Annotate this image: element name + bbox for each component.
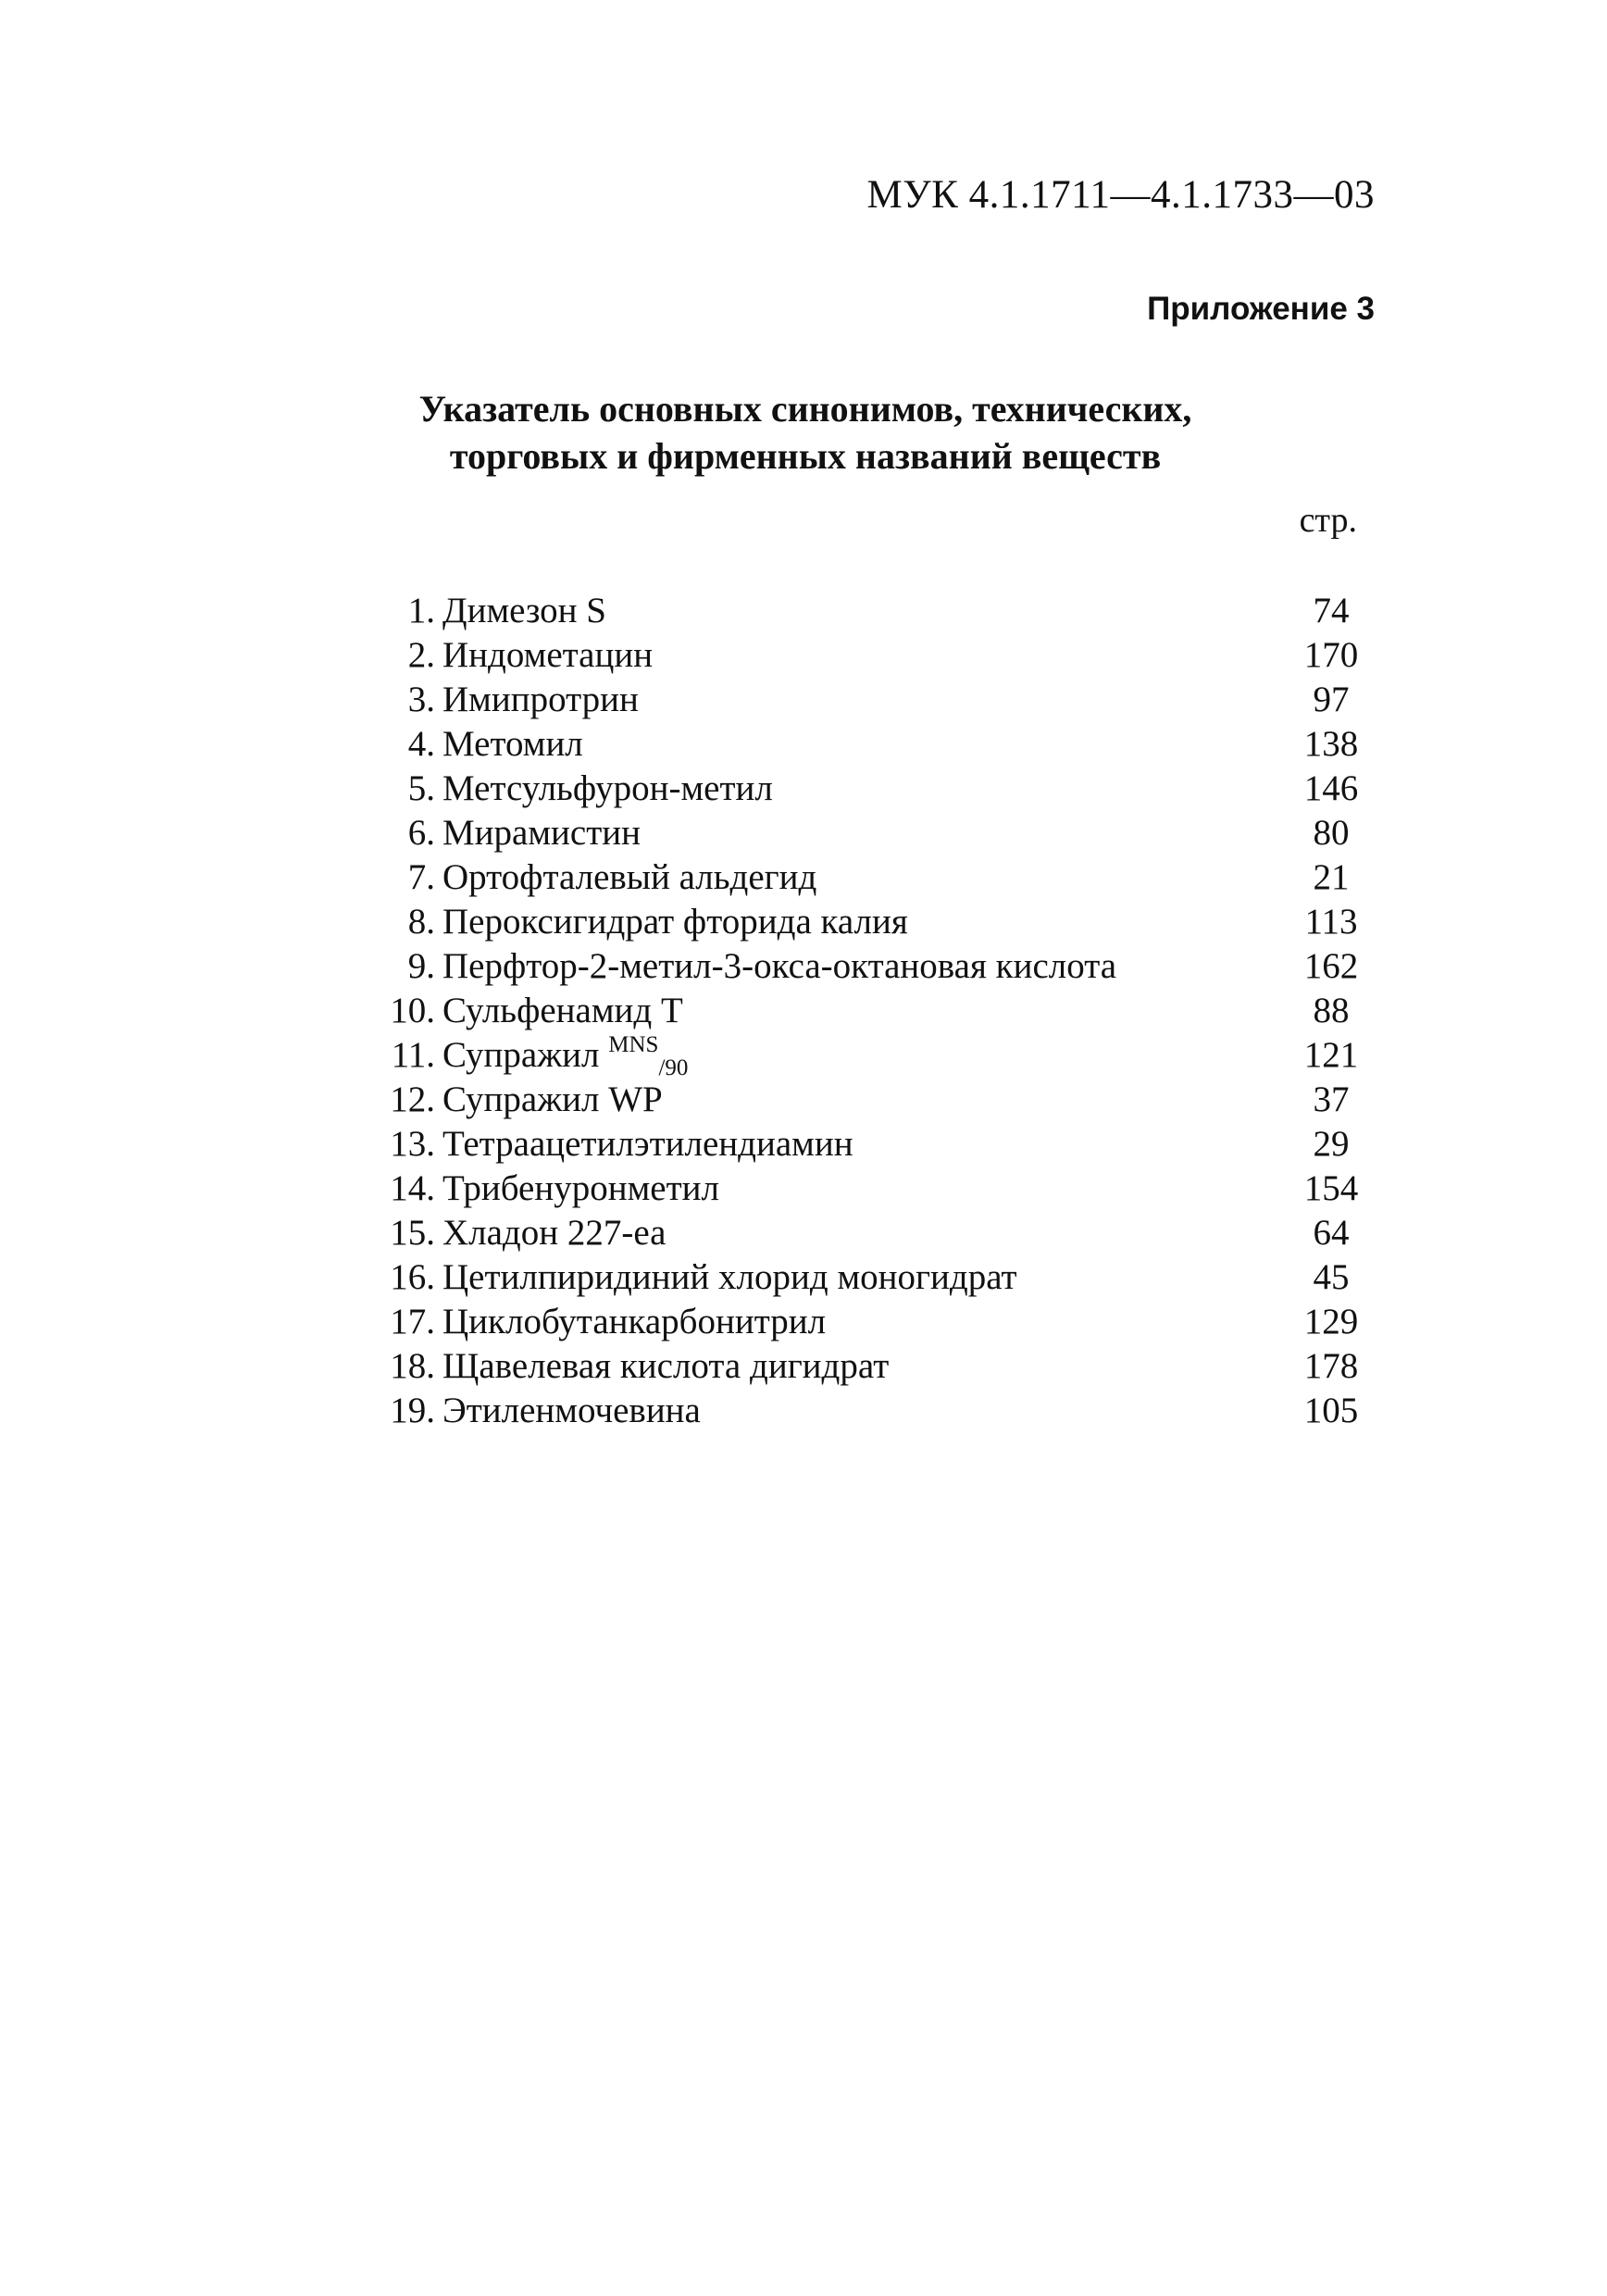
document-code: МУК 4.1.1711—4.1.1733—03	[866, 173, 1375, 217]
entry-number: 7.	[407, 857, 435, 897]
page-column-header: стр.	[1299, 501, 1357, 540]
entry-name: Тетраацетилэтилендиамин	[442, 1124, 853, 1164]
entry-page: 45	[1313, 1257, 1350, 1297]
index-entry	[185, 1344, 1389, 1389]
entry-name: Супражил WP	[442, 1079, 663, 1119]
entry-page: 29	[1313, 1124, 1350, 1164]
entry-name: Имипротрин	[442, 680, 639, 719]
entry-number: 5.	[407, 768, 435, 808]
entry-name: Пероксигидрат фторида калия	[442, 902, 908, 942]
entry-number: 1.	[407, 591, 435, 630]
entry-number: 4.	[407, 724, 435, 764]
entry-page: 138	[1303, 724, 1359, 764]
entry-name	[442, 1033, 688, 1082]
entry-name: Димезон S	[442, 591, 606, 630]
entry-number: 13.	[390, 1124, 435, 1164]
entry-page: 170	[1303, 635, 1359, 675]
entry-name-superscript: MNS	[608, 1032, 659, 1057]
entry-number: 14.	[390, 1168, 435, 1208]
index-entry	[185, 1033, 1389, 1078]
entry-page: 129	[1303, 1302, 1359, 1341]
entry-name: Метсульфурон-метил	[442, 768, 773, 808]
entry-page: 113	[1304, 902, 1358, 942]
entry-page: 121	[1303, 1035, 1359, 1075]
entry-page: 37	[1313, 1079, 1350, 1119]
index-entry	[185, 855, 1389, 900]
index-entry	[185, 989, 1389, 1033]
entry-name: Мирамистин	[442, 813, 642, 853]
entry-name: Ортофталевый альдегид	[442, 857, 817, 897]
entry-number: 10.	[390, 991, 435, 1030]
entry-page: 64	[1313, 1213, 1350, 1253]
entry-name: Метомил	[442, 724, 583, 764]
entry-number: 9.	[407, 946, 435, 986]
entry-number: 6.	[407, 813, 435, 853]
entry-number: 12.	[390, 1079, 435, 1119]
index-entry	[185, 767, 1389, 811]
entry-page: 97	[1313, 680, 1350, 719]
entry-name: Цетилпиридиний хлорид моногидрат	[442, 1257, 1017, 1297]
entry-page: 154	[1303, 1168, 1359, 1208]
entry-name: Циклобутанкарбонитрил	[442, 1302, 827, 1341]
index-title-line-1: Указатель основных синонимов, технических,	[418, 388, 1192, 430]
entry-page: 88	[1313, 991, 1350, 1030]
entry-name: Трибенуронметил	[442, 1168, 719, 1208]
index-entry	[185, 678, 1389, 722]
index-entry	[185, 1078, 1389, 1122]
entry-page: 21	[1313, 857, 1350, 897]
entry-name-subscript: /90	[658, 1055, 689, 1080]
entry-page: 80	[1313, 813, 1350, 853]
entry-name: Хладон 227-еа	[442, 1213, 666, 1253]
index-entry	[185, 1255, 1389, 1300]
index-entry	[185, 1122, 1389, 1167]
entry-name: Перфтор-2-метил-3-окса-октановая кислота	[442, 946, 1117, 986]
substance-index-list	[185, 589, 1389, 1433]
entry-number: 15.	[390, 1213, 435, 1253]
entry-number: 2.	[407, 635, 435, 675]
index-entry	[185, 633, 1389, 678]
entry-number: 18.	[390, 1346, 435, 1386]
entry-name: Индометацин	[442, 635, 654, 675]
index-entry	[185, 811, 1389, 855]
entry-name-text: Супражил	[442, 1035, 600, 1075]
entry-number: 3.	[407, 680, 435, 719]
entry-number: 16.	[390, 1257, 435, 1297]
index-entry	[185, 900, 1389, 944]
entry-name: Этиленмочевина	[442, 1391, 701, 1430]
entry-page: 162	[1303, 946, 1359, 986]
entry-page: 74	[1313, 591, 1350, 630]
index-entry	[185, 1300, 1389, 1344]
entry-number: 11.	[391, 1035, 435, 1075]
entry-number: 8.	[407, 902, 435, 942]
index-entry	[185, 589, 1389, 633]
appendix-label: Приложение 3	[1147, 291, 1375, 327]
index-entry	[185, 1211, 1389, 1255]
index-entry	[185, 1167, 1389, 1211]
entry-name: Сульфенамид Т	[442, 991, 683, 1030]
index-entry	[185, 944, 1389, 989]
entry-name: Щавелевая кислота дигидрат	[442, 1346, 890, 1386]
entry-page: 146	[1303, 768, 1359, 808]
index-entry	[185, 722, 1389, 767]
index-entry	[185, 1389, 1389, 1433]
entry-number: 19.	[390, 1391, 435, 1430]
entry-number: 17.	[390, 1302, 435, 1341]
index-title-line-2: торговых и фирменных названий веществ	[449, 435, 1162, 477]
entry-page: 105	[1303, 1391, 1359, 1430]
entry-page: 178	[1303, 1346, 1359, 1386]
